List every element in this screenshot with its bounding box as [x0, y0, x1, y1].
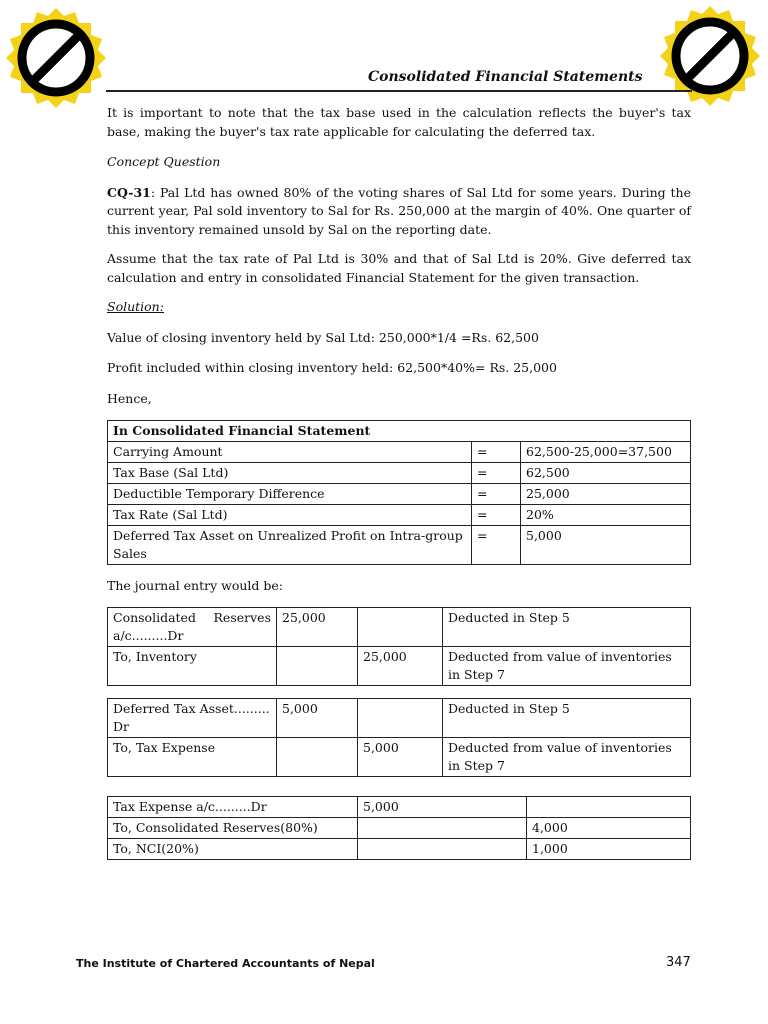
table-cell: To, Consolidated Reserves(80%) [108, 817, 358, 838]
table-row [108, 607, 691, 646]
table-cell: To, Tax Expense [108, 737, 277, 776]
table-cell: 5,000 [358, 796, 527, 817]
table-row [108, 817, 691, 838]
table-cell: Deducted in Step 5 [443, 698, 691, 737]
table-cell: Tax Expense a/c.........Dr [108, 796, 358, 817]
table-cell: 25,000 [521, 484, 691, 505]
footer-institute: The Institute of Chartered Accountants of Nepal [76, 957, 375, 970]
table-cell: = [472, 463, 521, 484]
deferred-tax-calc-table [107, 420, 691, 565]
table-cell: 5,000 [277, 698, 358, 737]
calc-line-profit: Profit included within closing inventory held: 62,500*40%= Rs. 25,000 [107, 360, 557, 375]
table-row [108, 698, 691, 737]
table-cell: 20% [521, 505, 691, 526]
table-cell: Tax Rate (Sal Ltd) [108, 505, 472, 526]
assumption-paragraph: Assume that the tax rate of Pal Ltd is 30% and that of Sal Ltd is 20%. Give deferred tax calculation and entry in consolidated Financial Statement for the given transaction. [107, 251, 691, 285]
table-cell [358, 838, 527, 859]
table-cell: Deducted from value of inventories in Step 7 [443, 646, 691, 685]
prohibited-badge-icon [4, 6, 108, 110]
table-cell [277, 737, 358, 776]
table-cell: = [472, 526, 521, 565]
table-cell [358, 817, 527, 838]
calc-line-inventory: Value of closing inventory held by Sal Ltd: 250,000*1/4 =Rs. 62,500 [107, 329, 539, 345]
journal-intro: The journal entry would be: [107, 578, 284, 593]
prohibited-badge-icon [658, 4, 762, 108]
table-cell: To, Inventory [108, 646, 277, 685]
table-cell [358, 607, 443, 646]
table-cell [358, 698, 443, 737]
table-row [108, 796, 691, 817]
table-cell: 4,000 [527, 817, 691, 838]
page-content [107, 104, 691, 860]
table-row [108, 646, 691, 685]
cq-paragraph [107, 184, 691, 240]
journal-table-2 [107, 698, 691, 777]
table-cell: 62,500-25,000=37,500 [521, 442, 691, 463]
table-cell: Carrying Amount [108, 442, 472, 463]
table-cell: Consolidated Reserves a/c.........Dr [108, 607, 277, 646]
table-cell: 1,000 [527, 838, 691, 859]
hence-text: Hence, [107, 390, 152, 406]
table-cell: 25,000 [277, 607, 358, 646]
table-cell: = [472, 505, 521, 526]
table-cell: Tax Base (Sal Ltd) [108, 463, 472, 484]
table-row [108, 505, 691, 526]
page-number: 347 [666, 955, 691, 970]
table-row [108, 838, 691, 859]
table-cell: 5,000 [521, 526, 691, 565]
table-row [108, 484, 691, 505]
table-cell: Deferred Tax Asset on Unrealized Profit on Intra-group Sales [108, 526, 472, 565]
table-cell: Deductible Temporary Difference [108, 484, 472, 505]
table-cell [277, 646, 358, 685]
table-row [108, 526, 691, 565]
journal-table-1 [107, 607, 691, 686]
table-row [108, 442, 691, 463]
concept-question-heading: Concept Question [107, 154, 221, 169]
table-cell: To, NCI(20%) [108, 838, 358, 859]
table-header: In Consolidated Financial Statement [108, 421, 691, 442]
table-row [108, 737, 691, 776]
table-cell: 62,500 [521, 463, 691, 484]
table-cell: = [472, 442, 521, 463]
table-cell: 25,000 [358, 646, 443, 685]
header-divider [106, 90, 692, 92]
cq-label: CQ-31 [107, 184, 151, 200]
table-row [108, 421, 691, 442]
table-cell: = [472, 484, 521, 505]
table-cell: 5,000 [358, 737, 443, 776]
table-cell [527, 796, 691, 817]
table-cell: Deducted from value of inventories in Step 7 [443, 737, 691, 776]
journal-table-3 [107, 796, 691, 860]
table-row [108, 463, 691, 484]
cq-text: : Pal Ltd has owned 80% of the voting shares of Sal Ltd for some years. During the current year, Pal sold inventory to Sal for Rs. 250,000 at the margin of 40%. One quarter of this inventory remained unsold by Sal on the reporting date. [107, 184, 691, 237]
table-cell: Deferred Tax Asset......... Dr [108, 698, 277, 737]
solution-label: Solution: [107, 299, 164, 314]
table-cell: Deducted in Step 5 [443, 607, 691, 646]
page-header-title: Consolidated Financial Statements [368, 69, 643, 85]
intro-paragraph: It is important to note that the tax base used in the calculation reflects the buyer's tax base, making the buyer's tax rate applicable for calculating the deferred tax. [107, 105, 691, 139]
